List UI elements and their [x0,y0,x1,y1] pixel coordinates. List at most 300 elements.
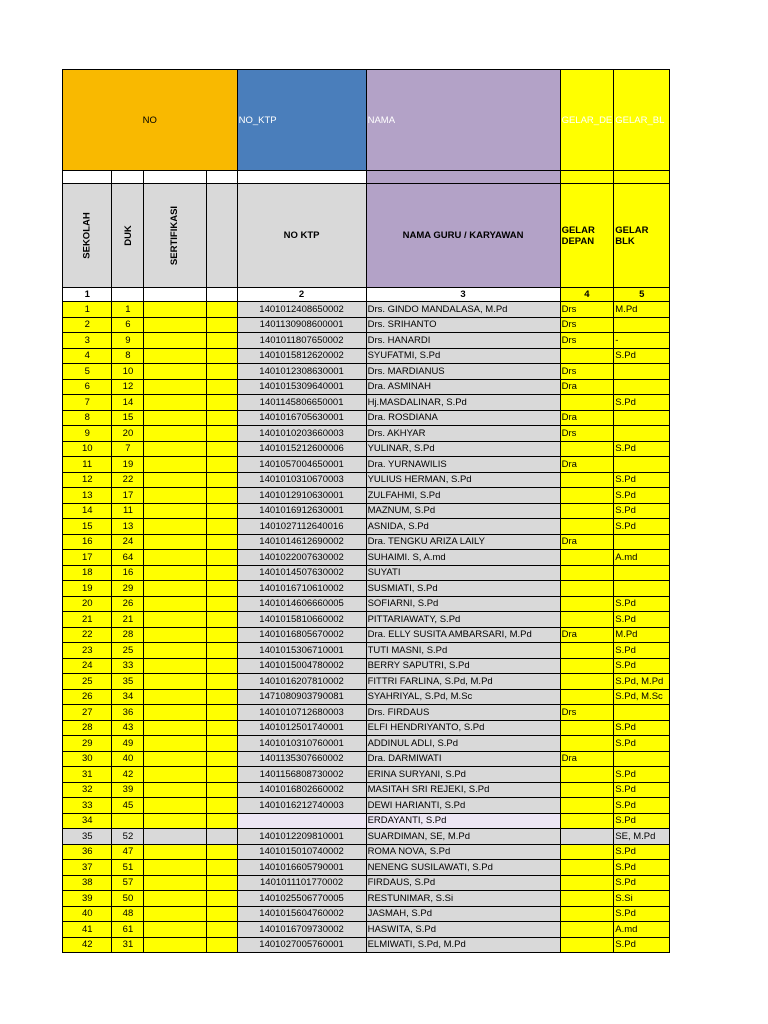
cell-no[interactable]: 36 [63,844,112,860]
cell-sertifikasi[interactable] [144,767,206,783]
cell-gelar-blk[interactable]: S.Pd, M.Pd [614,674,670,690]
cell-gelar-depan[interactable] [560,503,614,519]
cell-sertifikasi[interactable] [144,364,206,380]
cell-nama[interactable]: Drs. HANARDI [366,333,560,349]
cell-sertifikasi[interactable] [144,348,206,364]
cell-empty[interactable] [206,302,237,318]
cell-gelar-depan[interactable] [560,798,614,814]
cell-duk[interactable]: 39 [112,782,144,798]
cell-gelar-blk[interactable] [614,581,670,597]
cell-empty[interactable] [206,813,237,829]
cell-empty[interactable] [206,379,237,395]
cell-gelar-depan[interactable] [560,674,614,690]
cell-no-ktp[interactable]: 1401011101770002 [237,875,366,891]
cell-gelar-depan[interactable]: Dra [560,410,614,426]
cell-sertifikasi[interactable] [144,798,206,814]
cell-empty[interactable] [206,829,237,845]
cell-gelar-blk[interactable] [614,751,670,767]
cell-gelar-blk[interactable]: - [614,333,670,349]
cell-gelar-blk[interactable]: S.Pd [614,395,670,411]
cell-nama[interactable]: MASITAH SRI REJEKI, S.Pd [366,782,560,798]
cell-no-ktp[interactable]: 1401015004780002 [237,658,366,674]
cell-duk[interactable]: 25 [112,643,144,659]
cell-duk[interactable]: 31 [112,937,144,953]
cell-nama[interactable]: JASMAH, S.Pd [366,906,560,922]
cell-gelar-blk[interactable]: S.Pd [614,906,670,922]
cell-sertifikasi[interactable] [144,472,206,488]
spacer-cell[interactable] [366,171,560,184]
cell-empty[interactable] [206,674,237,690]
cell-no-ktp[interactable]: 1401015010740002 [237,844,366,860]
cell-no[interactable]: 10 [63,441,112,457]
cell-gelar-blk[interactable] [614,317,670,333]
cell-no[interactable]: 30 [63,751,112,767]
cell-sertifikasi[interactable] [144,875,206,891]
header-nama-label[interactable]: NAMA GURU / KARYAWAN [366,184,560,288]
cell-no-ktp[interactable]: 1401012408650002 [237,302,366,318]
cell-duk[interactable]: 11 [112,503,144,519]
cell-no-ktp[interactable]: 1401012501740001 [237,720,366,736]
header-gelar-blk-label[interactable] [614,184,670,288]
cell-sertifikasi[interactable] [144,333,206,349]
cell-nama[interactable]: ERDAYANTI, S.Pd [366,813,560,829]
cell-nama[interactable]: Dra. TENGKU ARIZA LAILY [366,534,560,550]
cell-sertifikasi[interactable] [144,612,206,628]
cell-sertifikasi[interactable] [144,627,206,643]
cell-gelar-blk[interactable]: S.Pd [614,503,670,519]
spacer-cell[interactable] [144,171,206,184]
cell-nama[interactable]: YULIUS HERMAN, S.Pd [366,472,560,488]
cell-empty[interactable] [206,720,237,736]
cell-no-ktp[interactable]: 1401015306710001 [237,643,366,659]
header-no[interactable]: NO [63,70,238,171]
cell-duk[interactable]: 16 [112,565,144,581]
cell-no[interactable]: 1 [63,302,112,318]
cell-no-ktp[interactable]: 1401015604760002 [237,906,366,922]
cell-gelar-blk[interactable]: S.Pd [614,798,670,814]
cell-duk[interactable]: 45 [112,798,144,814]
cell-no[interactable]: 22 [63,627,112,643]
cell-sertifikasi[interactable] [144,410,206,426]
cell-no-ktp[interactable]: 1401010310670003 [237,472,366,488]
cell-nama[interactable]: ELFI HENDRIYANTO, S.Pd [366,720,560,736]
spacer-cell[interactable] [560,171,614,184]
cell-no[interactable]: 9 [63,426,112,442]
cell-nama[interactable]: Drs. AKHYAR [366,426,560,442]
cell-no[interactable]: 17 [63,550,112,566]
cell-no-ktp[interactable]: 1401135307660002 [237,751,366,767]
cell-gelar-depan[interactable]: Dra [560,627,614,643]
cell-duk[interactable]: 6 [112,317,144,333]
cell-no-ktp[interactable]: 1401014612690002 [237,534,366,550]
cell-gelar-blk[interactable] [614,426,670,442]
cell-no-ktp[interactable]: 1401025506770005 [237,891,366,907]
cell-nama[interactable]: FITTRI FARLINA, S.Pd, M.Pd [366,674,560,690]
cell-no[interactable]: 5 [63,364,112,380]
cell-no-ktp[interactable]: 1401016605790001 [237,860,366,876]
cell-sertifikasi[interactable] [144,674,206,690]
cell-sertifikasi[interactable] [144,689,206,705]
cell-duk[interactable]: 61 [112,922,144,938]
cell-no-ktp[interactable]: 1401015212600006 [237,441,366,457]
cell-empty[interactable] [206,751,237,767]
spacer-cell[interactable] [237,171,366,184]
cell-no-ktp[interactable]: 1401016802660002 [237,782,366,798]
cell-no-ktp[interactable]: 1401027005760001 [237,937,366,953]
header-nama[interactable]: NAMA [366,70,560,171]
spacer-cell[interactable] [206,171,237,184]
cell-gelar-blk[interactable] [614,379,670,395]
index-cell[interactable] [112,288,144,302]
cell-no[interactable]: 16 [63,534,112,550]
header-sertifikasi[interactable] [144,184,206,288]
cell-gelar-depan[interactable] [560,519,614,535]
spacer-cell[interactable] [112,171,144,184]
cell-gelar-blk[interactable]: S.Pd [614,596,670,612]
cell-nama[interactable]: Dra. ROSDIANA [366,410,560,426]
cell-duk[interactable]: 36 [112,705,144,721]
cell-sertifikasi[interactable] [144,519,206,535]
cell-empty[interactable] [206,922,237,938]
cell-no[interactable]: 24 [63,658,112,674]
cell-no-ktp[interactable]: 1401015812620002 [237,348,366,364]
cell-gelar-blk[interactable]: M.Pd [614,627,670,643]
cell-no[interactable]: 31 [63,767,112,783]
header-duk[interactable] [112,184,144,288]
cell-duk[interactable]: 49 [112,736,144,752]
cell-nama[interactable]: Drs. MARDIANUS [366,364,560,380]
cell-empty[interactable] [206,565,237,581]
cell-gelar-depan[interactable] [560,720,614,736]
cell-sertifikasi[interactable] [144,813,206,829]
cell-duk[interactable] [112,813,144,829]
cell-no[interactable]: 15 [63,519,112,535]
cell-sertifikasi[interactable] [144,302,206,318]
cell-sertifikasi[interactable] [144,751,206,767]
cell-gelar-blk[interactable] [614,364,670,380]
cell-no-ktp[interactable]: 1401156808730002 [237,767,366,783]
cell-duk[interactable]: 29 [112,581,144,597]
cell-empty[interactable] [206,689,237,705]
cell-empty[interactable] [206,519,237,535]
cell-sertifikasi[interactable] [144,503,206,519]
cell-gelar-blk[interactable]: S.Pd [614,937,670,953]
cell-gelar-blk[interactable]: S.Pd [614,441,670,457]
cell-no-ktp[interactable]: 1401016912630001 [237,503,366,519]
cell-nama[interactable]: HASWITA, S.Pd [366,922,560,938]
cell-empty[interactable] [206,333,237,349]
cell-gelar-depan[interactable] [560,922,614,938]
cell-gelar-depan[interactable] [560,782,614,798]
cell-gelar-blk[interactable]: S.Pd [614,782,670,798]
cell-no[interactable]: 27 [63,705,112,721]
cell-duk[interactable]: 40 [112,751,144,767]
cell-no-ktp[interactable]: 1401010310760001 [237,736,366,752]
cell-gelar-blk[interactable]: S.Pd [614,860,670,876]
cell-gelar-blk[interactable]: A.md [614,550,670,566]
cell-gelar-blk[interactable]: S.Pd, M.Sc [614,689,670,705]
cell-gelar-depan[interactable]: Drs [560,333,614,349]
cell-gelar-blk[interactable] [614,534,670,550]
cell-sertifikasi[interactable] [144,705,206,721]
cell-empty[interactable] [206,875,237,891]
index-cell[interactable]: 4 [560,288,614,302]
cell-duk[interactable]: 64 [112,550,144,566]
cell-gelar-blk[interactable]: S.Si [614,891,670,907]
cell-no[interactable]: 7 [63,395,112,411]
cell-no[interactable]: 37 [63,860,112,876]
cell-no-ktp[interactable]: 1401016212740003 [237,798,366,814]
cell-no-ktp[interactable]: 1401014507630002 [237,565,366,581]
cell-nama[interactable]: Dra. DARMIWATI [366,751,560,767]
cell-gelar-blk[interactable]: S.Pd [614,348,670,364]
cell-gelar-depan[interactable] [560,565,614,581]
cell-nama[interactable]: Drs. GINDO MANDALASA, M.Pd [366,302,560,318]
cell-empty[interactable] [206,410,237,426]
cell-sertifikasi[interactable] [144,782,206,798]
cell-gelar-blk[interactable] [614,705,670,721]
index-cell[interactable]: 1 [63,288,112,302]
cell-no[interactable]: 34 [63,813,112,829]
cell-empty[interactable] [206,457,237,473]
header-gelar-depan[interactable]: GELAR_DE [560,70,614,171]
header-sekolah[interactable] [63,184,112,288]
cell-empty[interactable] [206,364,237,380]
cell-sertifikasi[interactable] [144,844,206,860]
cell-sertifikasi[interactable] [144,860,206,876]
cell-sertifikasi[interactable] [144,906,206,922]
cell-nama[interactable]: Drs. FIRDAUS [366,705,560,721]
cell-empty[interactable] [206,705,237,721]
cell-no-ktp[interactable]: 1401016705630001 [237,410,366,426]
cell-duk[interactable]: 14 [112,395,144,411]
cell-sertifikasi[interactable] [144,317,206,333]
cell-nama[interactable]: SUARDIMAN, SE, M.Pd [366,829,560,845]
index-cell[interactable]: 3 [366,288,560,302]
cell-gelar-depan[interactable]: Dra [560,534,614,550]
cell-empty[interactable] [206,317,237,333]
cell-sertifikasi[interactable] [144,736,206,752]
index-cell[interactable] [144,288,206,302]
cell-no-ktp[interactable]: 1401012910630001 [237,488,366,504]
cell-duk[interactable]: 48 [112,906,144,922]
cell-sertifikasi[interactable] [144,937,206,953]
cell-empty[interactable] [206,348,237,364]
cell-nama[interactable]: Hj.MASDALINAR, S.Pd [366,395,560,411]
cell-no[interactable]: 32 [63,782,112,798]
cell-no[interactable]: 13 [63,488,112,504]
cell-nama[interactable]: RESTUNIMAR, S.Si [366,891,560,907]
cell-nama[interactable]: MAZNUM, S.Pd [366,503,560,519]
cell-nama[interactable]: ZULFAHMI, S.Pd [366,488,560,504]
cell-duk[interactable]: 57 [112,875,144,891]
cell-empty[interactable] [206,441,237,457]
cell-no[interactable]: 42 [63,937,112,953]
cell-nama[interactable]: SYUFATMI, S.Pd [366,348,560,364]
cell-no-ktp[interactable]: 1401014606660005 [237,596,366,612]
cell-gelar-blk[interactable]: M.Pd [614,302,670,318]
cell-no[interactable]: 8 [63,410,112,426]
cell-sertifikasi[interactable] [144,643,206,659]
cell-gelar-depan[interactable] [560,395,614,411]
cell-nama[interactable]: Dra. ELLY SUSITA AMBARSARI, M.Pd [366,627,560,643]
cell-sertifikasi[interactable] [144,488,206,504]
cell-sertifikasi[interactable] [144,596,206,612]
cell-duk[interactable]: 42 [112,767,144,783]
cell-no-ktp[interactable]: 1401145806650001 [237,395,366,411]
cell-empty[interactable] [206,488,237,504]
cell-gelar-depan[interactable] [560,736,614,752]
cell-no[interactable]: 39 [63,891,112,907]
header-no-ktp[interactable]: NO_KTP [237,70,366,171]
index-cell[interactable] [206,288,237,302]
cell-gelar-blk[interactable]: S.Pd [614,658,670,674]
cell-no[interactable]: 41 [63,922,112,938]
cell-duk[interactable]: 12 [112,379,144,395]
cell-sertifikasi[interactable] [144,534,206,550]
cell-gelar-blk[interactable]: S.Pd [614,767,670,783]
cell-no[interactable]: 20 [63,596,112,612]
cell-gelar-depan[interactable]: Dra [560,751,614,767]
cell-gelar-depan[interactable]: Drs [560,302,614,318]
cell-duk[interactable]: 9 [112,333,144,349]
cell-nama[interactable]: SUYATI [366,565,560,581]
cell-nama[interactable]: ERINA SURYANI, S.Pd [366,767,560,783]
cell-no-ktp[interactable]: 1471080903790081 [237,689,366,705]
cell-no[interactable]: 25 [63,674,112,690]
cell-duk[interactable]: 24 [112,534,144,550]
cell-duk[interactable]: 13 [112,519,144,535]
cell-empty[interactable] [206,627,237,643]
cell-no[interactable]: 40 [63,906,112,922]
cell-duk[interactable]: 19 [112,457,144,473]
cell-gelar-blk[interactable]: A.md [614,922,670,938]
cell-no[interactable]: 35 [63,829,112,845]
cell-duk[interactable]: 22 [112,472,144,488]
cell-no[interactable]: 12 [63,472,112,488]
cell-sertifikasi[interactable] [144,829,206,845]
cell-no[interactable]: 33 [63,798,112,814]
cell-gelar-depan[interactable] [560,891,614,907]
cell-gelar-depan[interactable] [560,612,614,628]
cell-empty[interactable] [206,534,237,550]
cell-gelar-depan[interactable] [560,643,614,659]
cell-sertifikasi[interactable] [144,581,206,597]
cell-sertifikasi[interactable] [144,550,206,566]
cell-gelar-blk[interactable]: S.Pd [614,736,670,752]
cell-no-ktp[interactable]: 1401012209810001 [237,829,366,845]
cell-gelar-depan[interactable]: Drs [560,705,614,721]
cell-gelar-blk[interactable] [614,410,670,426]
cell-empty[interactable] [206,844,237,860]
cell-sertifikasi[interactable] [144,565,206,581]
cell-duk[interactable]: 34 [112,689,144,705]
cell-nama[interactable]: ADDINUL ADLI, S.Pd [366,736,560,752]
cell-duk[interactable]: 7 [112,441,144,457]
cell-empty[interactable] [206,906,237,922]
cell-empty[interactable] [206,658,237,674]
cell-nama[interactable]: Dra. ASMINAH [366,379,560,395]
cell-duk[interactable]: 8 [112,348,144,364]
cell-gelar-depan[interactable] [560,441,614,457]
cell-nama[interactable]: ASNIDA, S.Pd [366,519,560,535]
cell-nama[interactable]: ROMA NOVA, S.Pd [366,844,560,860]
cell-gelar-depan[interactable] [560,689,614,705]
cell-gelar-depan[interactable] [560,829,614,845]
cell-gelar-depan[interactable] [560,658,614,674]
cell-nama[interactable]: BERRY SAPUTRI, S.Pd [366,658,560,674]
cell-gelar-depan[interactable]: Dra [560,379,614,395]
cell-gelar-blk[interactable]: S.Pd [614,813,670,829]
cell-empty[interactable] [206,395,237,411]
cell-duk[interactable]: 52 [112,829,144,845]
cell-nama[interactable]: Dra. YURNAWILIS [366,457,560,473]
cell-empty[interactable] [206,426,237,442]
cell-empty[interactable] [206,581,237,597]
cell-gelar-blk[interactable]: S.Pd [614,488,670,504]
cell-empty[interactable] [206,937,237,953]
cell-no[interactable]: 19 [63,581,112,597]
cell-gelar-depan[interactable]: Drs [560,317,614,333]
cell-duk[interactable]: 17 [112,488,144,504]
cell-empty[interactable] [206,767,237,783]
cell-duk[interactable]: 1 [112,302,144,318]
cell-sertifikasi[interactable] [144,441,206,457]
cell-no[interactable]: 2 [63,317,112,333]
cell-no[interactable]: 26 [63,689,112,705]
cell-nama[interactable]: SUSMIATI, S.Pd [366,581,560,597]
cell-sertifikasi[interactable] [144,395,206,411]
cell-empty[interactable] [206,472,237,488]
header-gelar-depan-label[interactable] [560,184,614,288]
cell-no-ktp[interactable]: 1401011807650002 [237,333,366,349]
cell-empty[interactable] [206,503,237,519]
cell-duk[interactable]: 35 [112,674,144,690]
cell-empty[interactable] [206,736,237,752]
cell-gelar-blk[interactable]: S.Pd [614,720,670,736]
cell-no-ktp[interactable]: 1401016710610002 [237,581,366,597]
cell-empty[interactable] [206,550,237,566]
cell-gelar-depan[interactable]: Dra [560,457,614,473]
cell-gelar-blk[interactable]: S.Pd [614,844,670,860]
cell-gelar-depan[interactable] [560,875,614,891]
cell-gelar-depan[interactable] [560,906,614,922]
cell-gelar-depan[interactable] [560,767,614,783]
cell-nama[interactable]: DEWI HARIANTI, S.Pd [366,798,560,814]
cell-gelar-blk[interactable]: S.Pd [614,875,670,891]
cell-empty[interactable] [206,891,237,907]
spacer-cell[interactable] [614,171,670,184]
cell-duk[interactable]: 20 [112,426,144,442]
header-gelar-blk[interactable]: GELAR_BL [614,70,670,171]
cell-no[interactable]: 6 [63,379,112,395]
cell-empty[interactable] [206,798,237,814]
index-cell[interactable]: 2 [237,288,366,302]
cell-no-ktp[interactable] [237,813,366,829]
cell-no[interactable]: 28 [63,720,112,736]
cell-no[interactable]: 11 [63,457,112,473]
cell-nama[interactable]: ELMIWATI, S.Pd, M.Pd [366,937,560,953]
cell-gelar-blk[interactable]: SE, M.Pd [614,829,670,845]
cell-no-ktp[interactable]: 1401027112640016 [237,519,366,535]
cell-duk[interactable]: 15 [112,410,144,426]
cell-sertifikasi[interactable] [144,922,206,938]
cell-gelar-depan[interactable] [560,860,614,876]
cell-sertifikasi[interactable] [144,379,206,395]
cell-gelar-depan[interactable] [560,813,614,829]
cell-no[interactable]: 4 [63,348,112,364]
header-no-ktp-label[interactable]: NO KTP [237,184,366,288]
